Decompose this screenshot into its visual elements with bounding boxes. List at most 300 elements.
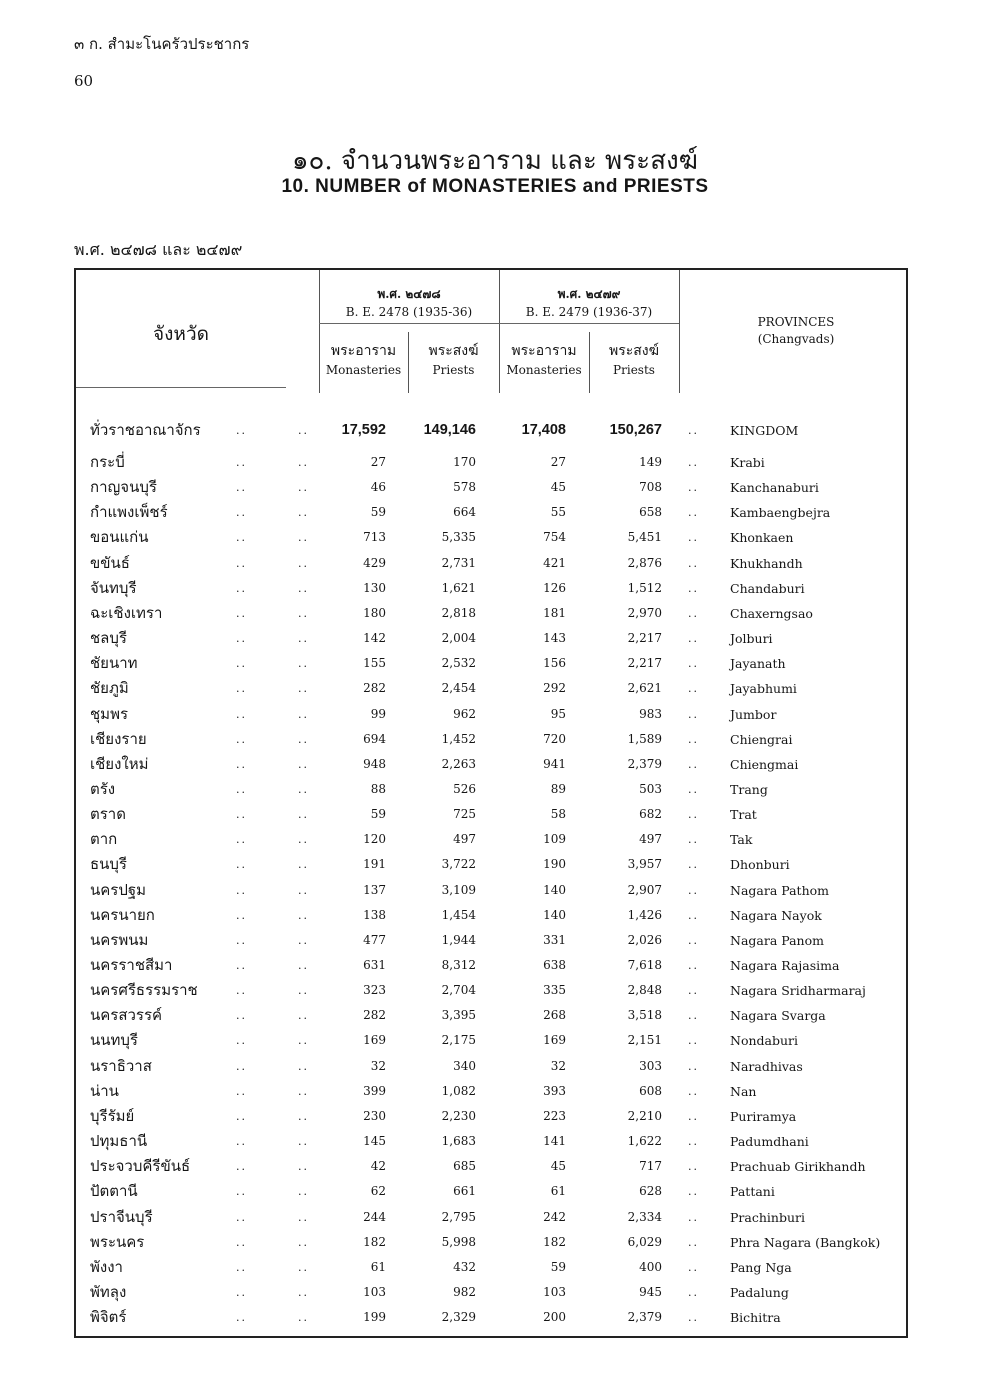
priests-1936: 682 xyxy=(639,807,662,822)
monasteries-1935: 142 xyxy=(363,631,386,646)
priests-1935: 1,683 xyxy=(441,1134,476,1149)
year2-english-header: B. E. 2479 (1936-37) xyxy=(525,305,653,319)
year2-thai-header: พ.ศ. ๒๔๗๙ xyxy=(557,287,621,301)
monasteries-1936: 140 xyxy=(543,907,566,922)
leader-dots: .. xyxy=(688,424,699,437)
leader-dots: .. xyxy=(236,531,247,545)
leader-dots: .. xyxy=(236,1160,247,1174)
leader-dots: .. xyxy=(298,883,309,897)
table-row xyxy=(76,852,910,877)
leader-dots: .. xyxy=(688,959,699,972)
priests-1936: 2,026 xyxy=(627,932,662,947)
monasteries-1936: 941 xyxy=(543,756,566,771)
header-rule xyxy=(319,323,679,324)
monasteries-1935: 62 xyxy=(370,1184,386,1199)
table-row xyxy=(76,1230,910,1255)
table-row xyxy=(76,450,910,475)
leader-dots: .. xyxy=(298,424,309,437)
priests-1936: 945 xyxy=(639,1284,662,1299)
table-row xyxy=(76,1280,910,1305)
monasteries-1935: 46 xyxy=(370,480,386,495)
leader-dots: .. xyxy=(236,808,247,822)
province-thai: ปทุมธานี xyxy=(90,1132,148,1151)
priests-1935: 685 xyxy=(453,1159,476,1174)
priests-1936: 2,876 xyxy=(627,555,662,570)
leader-dots: .. xyxy=(688,1160,699,1174)
province-thai: ตาก xyxy=(90,830,118,849)
leader-dots: .. xyxy=(236,481,247,495)
monasteries-1936: 754 xyxy=(543,530,566,545)
province-thai: นครศรีธรรมราช xyxy=(90,981,198,1000)
leader-dots: .. xyxy=(688,657,699,671)
priests-1935: 2,795 xyxy=(441,1209,476,1224)
province-english: Phra Nagara (Bangkok) xyxy=(730,1234,881,1250)
leader-dots: .. xyxy=(236,833,247,847)
monasteries-1936: 17,408 xyxy=(521,422,566,438)
province-thai: นครปฐม xyxy=(90,880,147,899)
table-row xyxy=(76,651,910,676)
monasteries-1936: 156 xyxy=(543,656,566,671)
monasteries-1936: 223 xyxy=(543,1108,566,1123)
province-thai: นครสวรรค์ xyxy=(90,1006,163,1025)
leader-dots: .. xyxy=(236,682,247,696)
leader-dots: .. xyxy=(688,808,699,822)
priests-1935: 2,263 xyxy=(441,756,476,771)
leader-dots: .. xyxy=(236,908,247,922)
leader-dots: .. xyxy=(688,1109,699,1123)
leader-dots: .. xyxy=(688,581,699,595)
priests-1936: 2,379 xyxy=(627,756,662,771)
province-thai: ปราจีนบุรี xyxy=(90,1207,153,1226)
monasteries-1936: 89 xyxy=(550,781,566,796)
monasteries-1935: 244 xyxy=(363,1209,386,1224)
leader-dots: .. xyxy=(688,1311,699,1325)
province-thai: กาญจนบุรี xyxy=(90,478,157,497)
province-english: Nagara Pathom xyxy=(730,882,829,898)
monasteries-1935: 199 xyxy=(363,1310,386,1325)
monasteries-1936: 200 xyxy=(543,1310,566,1325)
monasteries-1936: 143 xyxy=(543,631,566,646)
table-row xyxy=(76,551,910,576)
priests-1935: 2,004 xyxy=(441,631,476,646)
table-row xyxy=(76,1305,910,1330)
priests-1936: 3,518 xyxy=(627,1008,662,1023)
monasteries-thai-header: พระอาราม xyxy=(330,343,397,359)
monasteries-1935: 323 xyxy=(363,983,386,998)
priests-1935: 432 xyxy=(453,1259,476,1274)
monasteries-1935: 27 xyxy=(370,455,386,469)
province-thai: พิจิตร์ xyxy=(90,1308,127,1327)
monasteries-1936: 58 xyxy=(550,807,566,822)
province-thai: ชัยภูมิ xyxy=(90,679,129,698)
monasteries-1935: 59 xyxy=(370,505,386,520)
leader-dots: .. xyxy=(298,531,309,545)
priests-english-header: Priests xyxy=(432,363,475,377)
leader-dots: .. xyxy=(236,1311,247,1325)
period-label: พ.ศ. ๒๔๗๘ และ ๒๔๗๙ xyxy=(74,240,243,259)
table-title-thai: ๑๐. จำนวนพระอาราม และ พระสงฆ์ xyxy=(292,146,698,176)
monasteries-1935: 88 xyxy=(370,781,386,796)
priests-1936: 2,848 xyxy=(627,983,662,998)
leader-dots: .. xyxy=(688,757,699,771)
leader-dots: .. xyxy=(298,1260,309,1274)
province-english: Puriramya xyxy=(730,1108,797,1124)
monasteries-1935: 399 xyxy=(363,1083,386,1098)
leader-dots: .. xyxy=(688,1235,699,1249)
table-row xyxy=(76,525,910,550)
monasteries-1936: 331 xyxy=(543,932,566,947)
leader-dots: .. xyxy=(298,481,309,495)
monasteries-1936: 335 xyxy=(543,983,566,998)
leader-dots: .. xyxy=(298,959,309,972)
table-row xyxy=(76,802,910,827)
leader-dots: .. xyxy=(236,1235,247,1249)
leader-dots: .. xyxy=(298,1185,309,1199)
leader-dots: .. xyxy=(236,1009,247,1023)
leader-dots: .. xyxy=(298,908,309,922)
province-english: Nagara Rajasima xyxy=(730,958,840,973)
leader-dots: .. xyxy=(236,632,247,646)
province-thai: นครพนม xyxy=(90,930,149,949)
province-english: Pang Nga xyxy=(730,1259,792,1275)
province-english: Jumbor xyxy=(730,706,777,722)
priests-1936: 983 xyxy=(639,706,662,721)
priests-1936: 2,907 xyxy=(627,882,662,897)
priests-1935: 1,944 xyxy=(441,932,476,947)
leader-dots: .. xyxy=(298,732,309,746)
priests-1936: 2,621 xyxy=(627,681,662,696)
leader-dots: .. xyxy=(236,581,247,595)
monasteries-1936: 103 xyxy=(543,1284,566,1299)
leader-dots: .. xyxy=(298,933,309,947)
leader-dots: .. xyxy=(688,1210,699,1224)
leader-dots: .. xyxy=(236,883,247,897)
leader-dots: .. xyxy=(236,456,247,469)
province-thai: กำแพงเพ็ชร์ xyxy=(90,503,168,522)
leader-dots: .. xyxy=(688,1084,699,1098)
monasteries-1935: 103 xyxy=(363,1284,386,1299)
province-thai-header: จังหวัด xyxy=(153,323,209,345)
monasteries-1935: 180 xyxy=(363,605,386,620)
priests-1935: 962 xyxy=(453,706,476,721)
priests-1936: 1,512 xyxy=(627,580,662,595)
province-english: Khonkaen xyxy=(730,530,794,546)
monasteries-1936: 126 xyxy=(543,580,566,595)
priests-1936: 400 xyxy=(639,1259,662,1274)
province-english: Nan xyxy=(730,1083,757,1099)
monasteries-1936: 95 xyxy=(550,706,566,721)
priests-1936: 658 xyxy=(639,505,662,520)
province-english: Padumdhani xyxy=(730,1134,809,1150)
priests-1936: 717 xyxy=(639,1159,662,1174)
year1-thai-header: พ.ศ. ๒๔๗๘ xyxy=(377,287,441,301)
province-english: Jayanath xyxy=(730,656,786,672)
province-english: Khukhandh xyxy=(730,555,803,571)
leader-dots: .. xyxy=(236,732,247,746)
table-row xyxy=(76,978,910,1003)
leader-dots: .. xyxy=(236,933,247,947)
total-row xyxy=(76,418,910,443)
table-row xyxy=(76,777,910,802)
leader-dots: .. xyxy=(298,1235,309,1249)
province-thai: นครราชสีมา xyxy=(90,956,173,974)
leader-dots: .. xyxy=(236,959,247,972)
priests-1936: 1,426 xyxy=(627,907,662,922)
province-thai: น่าน xyxy=(90,1081,119,1100)
province-english: Tak xyxy=(730,832,753,848)
monasteries-1935: 130 xyxy=(363,580,386,595)
table-row xyxy=(76,752,910,777)
province-english: Trat xyxy=(730,807,757,823)
priests-1935: 2,532 xyxy=(441,656,476,671)
monasteries-1936: 109 xyxy=(543,832,566,847)
leader-dots: .. xyxy=(236,1185,247,1199)
priests-1935: 2,329 xyxy=(441,1310,476,1325)
monasteries-1935: 137 xyxy=(363,882,386,897)
priests-1935: 725 xyxy=(453,807,476,822)
table-row xyxy=(76,475,910,500)
table-title-english: 10. NUMBER of MONASTERIES and PRIESTS xyxy=(281,176,709,197)
leader-dots: .. xyxy=(688,707,699,721)
province-thai: ตรัง xyxy=(90,779,116,798)
priests-1936: 497 xyxy=(639,832,662,847)
province-thai: ตราด xyxy=(90,805,126,824)
table-row xyxy=(76,928,910,953)
leader-dots: .. xyxy=(298,858,309,872)
leader-dots: .. xyxy=(688,1034,699,1048)
priests-1935: 578 xyxy=(453,480,476,495)
province-english: Prachinburi xyxy=(730,1209,805,1225)
table-row xyxy=(76,676,910,701)
province-english: Nagara Panom xyxy=(730,932,824,948)
leader-dots: .. xyxy=(298,606,309,620)
monasteries-1936: 292 xyxy=(543,681,566,696)
table-row xyxy=(76,576,910,601)
monasteries-1936: 45 xyxy=(550,1159,566,1174)
monasteries-1936: 268 xyxy=(543,1008,566,1023)
priests-1936: 2,210 xyxy=(627,1108,662,1123)
leader-dots: .. xyxy=(298,556,309,570)
province-thai: บุรีรัมย์ xyxy=(90,1106,135,1125)
leader-dots: .. xyxy=(298,506,309,520)
priests-1936: 303 xyxy=(639,1058,662,1073)
leader-dots: .. xyxy=(298,682,309,696)
monasteries-1936: 141 xyxy=(543,1134,566,1149)
province-english: Chiengmai xyxy=(730,756,799,772)
monasteries-1936: 393 xyxy=(543,1083,566,1098)
priests-1936: 2,217 xyxy=(627,631,662,646)
header-rule xyxy=(76,387,286,388)
monasteries-1936: 242 xyxy=(543,1209,566,1224)
priests-1935: 497 xyxy=(453,832,476,847)
priests-1935: 3,109 xyxy=(441,882,476,897)
province-thai: ชุมพร xyxy=(90,704,129,723)
monasteries-1936: 421 xyxy=(543,555,566,570)
leader-dots: .. xyxy=(688,833,699,847)
province-english: Naradhivas xyxy=(730,1058,803,1074)
table-row xyxy=(76,1028,910,1053)
table-row xyxy=(76,1104,910,1129)
monasteries-1935: 120 xyxy=(363,832,386,847)
table-row xyxy=(76,903,910,928)
leader-dots: .. xyxy=(298,1135,309,1149)
priests-1936: 5,451 xyxy=(627,530,662,545)
leader-dots: .. xyxy=(298,456,309,469)
leader-dots: .. xyxy=(688,732,699,746)
leader-dots: .. xyxy=(298,1059,309,1073)
province-thai: นนทบุรี xyxy=(90,1031,138,1050)
monasteries-1936: 140 xyxy=(543,882,566,897)
leader-dots: .. xyxy=(236,1260,247,1274)
leader-dots: .. xyxy=(236,1034,247,1048)
leader-dots: .. xyxy=(298,1311,309,1325)
monasteries-1936: 638 xyxy=(543,958,566,972)
province-english: Kambaengbejra xyxy=(730,505,831,521)
leader-dots: .. xyxy=(298,1160,309,1174)
province-english: Nagara Nayok xyxy=(730,907,822,923)
monasteries-1936: 169 xyxy=(543,1033,566,1048)
table-row xyxy=(76,1205,910,1230)
province-english: Chaxerngsao xyxy=(730,605,813,621)
province-thai: พัทลุง xyxy=(90,1282,127,1301)
running-title: ๓ ก. สำมะโนครัวประชากร xyxy=(74,35,250,53)
priests-1935: 149,146 xyxy=(423,422,476,438)
leader-dots: .. xyxy=(688,1260,699,1274)
table-row xyxy=(76,953,910,978)
monasteries-1935: 477 xyxy=(363,932,386,947)
monasteries-1936: 181 xyxy=(543,605,566,620)
priests-1935: 2,230 xyxy=(441,1108,476,1123)
province-english: Nagara Svarga xyxy=(730,1008,826,1024)
monasteries-1935: 191 xyxy=(363,857,386,872)
leader-dots: .. xyxy=(688,481,699,495)
monasteries-1935: 429 xyxy=(363,555,386,570)
priests-1936: 2,217 xyxy=(627,656,662,671)
leader-dots: .. xyxy=(236,1109,247,1123)
leader-dots: .. xyxy=(298,1210,309,1224)
leader-dots: .. xyxy=(688,506,699,520)
monasteries-1935: 17,592 xyxy=(341,422,386,438)
priests-1936: 150,267 xyxy=(609,422,662,438)
priests-1936: 3,957 xyxy=(627,857,662,872)
priests-1935: 664 xyxy=(453,505,476,520)
monasteries-english-header: Monasteries xyxy=(325,363,402,377)
provinces-english-header: PROVINCES xyxy=(757,315,835,329)
monasteries-1936: 720 xyxy=(543,731,566,746)
leader-dots: .. xyxy=(298,984,309,998)
leader-dots: .. xyxy=(688,1009,699,1023)
leader-dots: .. xyxy=(688,606,699,620)
province-thai: พังงา xyxy=(90,1257,123,1276)
priests-1936: 503 xyxy=(639,781,662,796)
priests-1935: 1,452 xyxy=(441,731,476,746)
monasteries-1935: 182 xyxy=(363,1234,386,1249)
leader-dots: .. xyxy=(688,1135,699,1149)
province-thai: ขอนแก่น xyxy=(90,528,149,547)
priests-1936: 149 xyxy=(639,455,662,469)
province-english: Kanchanaburi xyxy=(730,480,819,496)
monasteries-1935: 145 xyxy=(363,1134,386,1149)
table-row xyxy=(76,601,910,626)
leader-dots: .. xyxy=(236,782,247,796)
leader-dots: .. xyxy=(688,682,699,696)
priests-1935: 2,175 xyxy=(441,1033,476,1048)
priests-1935: 526 xyxy=(453,781,476,796)
table-row xyxy=(76,1179,910,1204)
priests-1935: 5,335 xyxy=(441,530,476,545)
leader-dots: .. xyxy=(688,984,699,998)
leader-dots: .. xyxy=(236,1285,247,1299)
province-thai: ธนบุรี xyxy=(90,855,127,874)
priests-1935: 2,818 xyxy=(441,605,476,620)
monasteries-1936: 32 xyxy=(550,1058,566,1073)
monasteries-english-header: Monasteries xyxy=(506,363,582,377)
leader-dots: .. xyxy=(236,1084,247,1098)
priests-1935: 340 xyxy=(453,1058,476,1073)
monasteries-1935: 42 xyxy=(370,1159,386,1174)
leader-dots: .. xyxy=(298,1034,309,1048)
priests-english-header: Priests xyxy=(613,363,655,377)
page-number: 60 xyxy=(74,72,94,90)
leader-dots: .. xyxy=(236,757,247,771)
leader-dots: .. xyxy=(298,632,309,646)
priests-1935: 1,082 xyxy=(441,1083,476,1098)
leader-dots: .. xyxy=(298,1084,309,1098)
priests-1936: 1,589 xyxy=(627,731,662,746)
monasteries-1935: 631 xyxy=(363,958,386,972)
leader-dots: .. xyxy=(298,782,309,796)
province-english: Pattani xyxy=(730,1184,775,1200)
leader-dots: .. xyxy=(688,933,699,947)
province-english: Nondaburi xyxy=(730,1033,798,1049)
leader-dots: .. xyxy=(298,707,309,721)
leader-dots: .. xyxy=(236,506,247,520)
monasteries-1935: 169 xyxy=(363,1033,386,1048)
monasteries-1935: 948 xyxy=(363,756,386,771)
priests-1936: 7,618 xyxy=(627,958,662,972)
province-english: Chandaburi xyxy=(730,580,805,596)
monasteries-1935: 59 xyxy=(370,807,386,822)
province-thai: ชลบุรี xyxy=(90,629,127,648)
monasteries-1935: 282 xyxy=(363,681,386,696)
year1-english-header: B. E. 2478 (1935-36) xyxy=(345,305,473,319)
monasteries-1935: 61 xyxy=(370,1259,386,1274)
priests-1936: 6,029 xyxy=(627,1234,662,1249)
province-thai: ฉะเชิงเทรา xyxy=(90,603,163,622)
province-thai: นครนายก xyxy=(90,905,155,924)
monasteries-1935: 155 xyxy=(363,656,386,671)
monasteries-1935: 713 xyxy=(363,530,386,545)
table-row xyxy=(76,827,910,852)
monasteries-1936: 45 xyxy=(550,480,566,495)
data-table xyxy=(74,268,908,1338)
leader-dots: .. xyxy=(688,1285,699,1299)
priests-1936: 2,379 xyxy=(627,1310,662,1325)
leader-dots: .. xyxy=(298,808,309,822)
leader-dots: .. xyxy=(688,782,699,796)
leader-dots: .. xyxy=(688,632,699,646)
leader-dots: .. xyxy=(688,858,699,872)
province-thai: ประจวบคีรีขันธ์ xyxy=(90,1157,191,1176)
table-row xyxy=(76,1003,910,1028)
monasteries-1936: 190 xyxy=(543,857,566,872)
leader-dots: .. xyxy=(298,1285,309,1299)
priests-1935: 661 xyxy=(453,1184,476,1199)
province-thai: เชียงใหม่ xyxy=(90,754,149,773)
priests-1935: 2,704 xyxy=(441,983,476,998)
table-row xyxy=(76,1079,910,1104)
leader-dots: .. xyxy=(688,1059,699,1073)
